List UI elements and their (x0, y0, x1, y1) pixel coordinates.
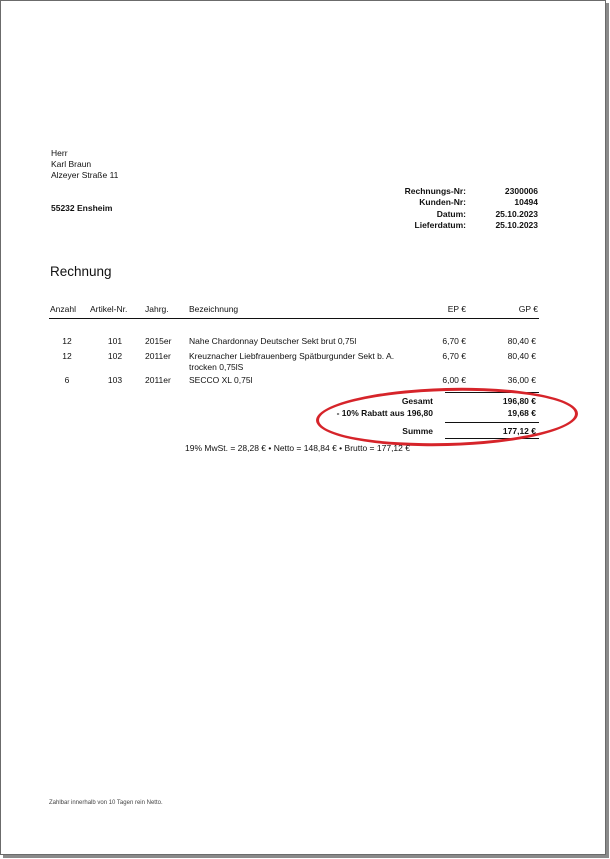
invoice-number-label: Rechnungs-Nr: (404, 186, 466, 196)
cell-bezeichnung: Nahe Chardonnay Deutscher Sekt brut 0,75l (189, 336, 357, 346)
gesamt-value: 196,80 € (502, 396, 536, 406)
cell-jahrg: 2015er (145, 336, 172, 346)
rabatt-label: - 10% Rabatt aus 196,80 (336, 408, 433, 418)
recipient-salutation: Herr (51, 148, 68, 158)
tax-summary: 19% MwSt. = 28,28 € • Netto = 148,84 € • Brutto = 177,12 € (185, 443, 410, 453)
summe-label: Summe (402, 426, 433, 436)
delivery-date-label: Lieferdatum: (414, 220, 466, 230)
cell-anzahl: 6 (64, 375, 70, 385)
col-header-bezeichnung: Bezeichnung (189, 304, 239, 314)
cell-anzahl: 12 (62, 351, 72, 361)
header-divider (49, 318, 539, 319)
document-title: Rechnung (50, 264, 112, 279)
cell-jahrg: 2011er (145, 375, 171, 385)
invoice-number-value: 2300006 (504, 186, 538, 196)
cell-ep: 6,70 € (442, 336, 466, 346)
col-header-artikel: Artikel-Nr. (90, 304, 128, 314)
cell-artikel: 102 (107, 351, 123, 361)
summe-value: 177,12 € (502, 426, 536, 436)
rabatt-value: 19,68 € (507, 408, 536, 418)
cell-bezeichnung-line2: trocken 0,75lS (189, 362, 244, 372)
date-value: 25.10.2023 (495, 209, 538, 219)
col-header-ep: EP € (447, 304, 466, 314)
cell-gp: 80,40 € (507, 336, 536, 346)
recipient-city: 55232 Ensheim (51, 203, 113, 213)
payment-terms: Zahlbar innerhalb von 10 Tagen rein Netto. (49, 800, 163, 806)
gesamt-label: Gesamt (401, 396, 433, 406)
col-header-jahrg: Jahrg. (145, 304, 169, 314)
cell-bezeichnung: SECCO XL 0,75l (189, 375, 253, 385)
cell-artikel: 103 (107, 375, 123, 385)
cell-artikel: 101 (107, 336, 123, 346)
delivery-date-value: 25.10.2023 (495, 220, 538, 230)
cell-ep: 6,00 € (442, 375, 466, 385)
cell-jahrg: 2011er (145, 351, 171, 361)
customer-number-label: Kunden-Nr: (419, 197, 466, 207)
col-header-gp: GP € (518, 304, 538, 314)
cell-gp: 80,40 € (507, 351, 536, 361)
cell-ep: 6,70 € (442, 351, 466, 361)
recipient-name: Karl Braun (51, 159, 92, 169)
col-header-anzahl: Anzahl (50, 304, 76, 314)
cell-gp: 36,00 € (507, 375, 536, 385)
date-label: Datum: (436, 209, 466, 219)
recipient-street: Alzeyer Straße 11 (51, 170, 119, 180)
customer-number-value: 10494 (514, 197, 538, 207)
cell-bezeichnung: Kreuznacher Liebfrauenberg Spätburgunder Sekt b. A. (189, 351, 395, 361)
cell-anzahl: 12 (62, 336, 72, 346)
